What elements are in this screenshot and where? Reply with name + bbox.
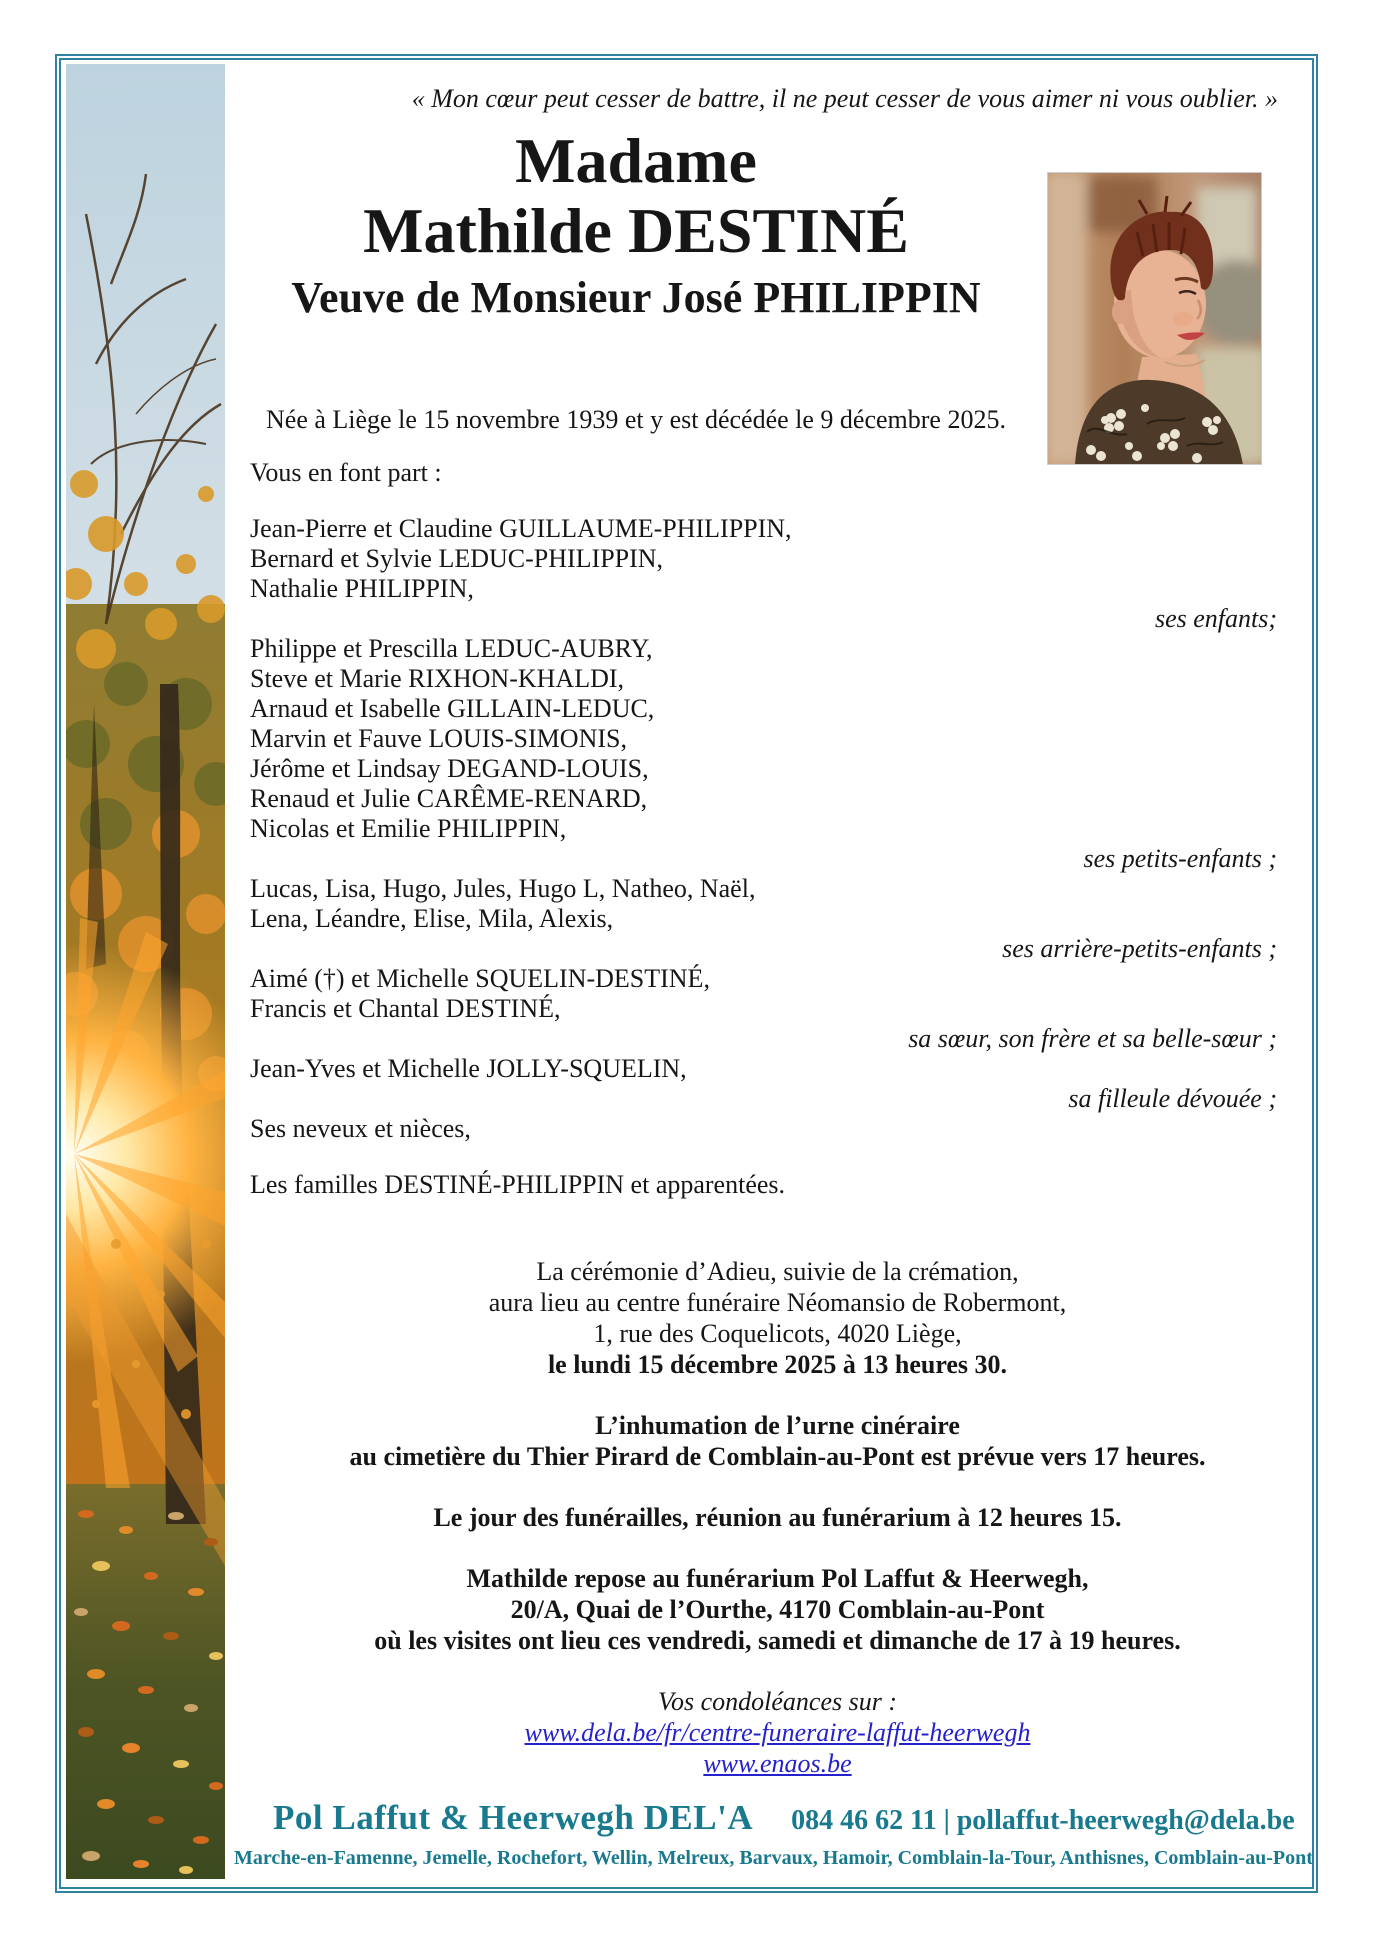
inhumation-line: L’inhumation de l’urne cinéraire [595,1411,960,1440]
ceremony-line: aura lieu au centre funéraire Néomansio de Robermont, [488,1288,1067,1317]
ceremony-line: 1, rue des Coquelicots, 4020 Liège, [593,1319,962,1348]
announcement-section [250,458,1277,1200]
condolences-link-dela[interactable]: www.dela.be/fr/centre-funeraire-laffut-heerwegh [524,1718,1031,1747]
condolences-intro: Vos condoléances sur : [657,1687,897,1716]
condolences-paragraph [250,1686,1305,1779]
family-member-line: Lucas, Lisa, Hugo, Jules, Hugo L, Natheo, Naël, [250,874,756,903]
birth-death-line: Née à Liège le 15 novembre 1939 et y est décédée le 9 décembre 2025. [266,405,1006,434]
relation-label: sa sœur, son frère et sa belle-sœur ; [908,1024,1277,1053]
family-member-line: Nicolas et Emilie PHILIPPIN, [250,814,567,843]
family-member-line: Francis et Chantal DESTINÉ, [250,994,561,1023]
inhumation-paragraph [250,1410,1305,1472]
family-member-line: Ses neveux et nièces, [250,1114,471,1143]
family-member-line: Bernard et Sylvie LEDUC-PHILIPPIN, [250,544,664,573]
title-block [226,126,1046,326]
ceremony-line: La cérémonie d’Adieu, suivie de la crémation, [536,1257,1019,1286]
family-member-line: Marvin et Fauve LOUIS-SIMONIS, [250,724,627,753]
portrait-photo [1047,172,1262,465]
families-line: Les familles DESTINÉ-PHILIPPIN et apparentées. [250,1170,786,1199]
intro-line: Vous en font part : [250,458,442,487]
ceremony-date-line: le lundi 15 décembre 2025 à 13 heures 30. [547,1350,1008,1379]
deceased-name: Mathilde DESTINÉ [363,195,909,266]
condolences-link-enaos[interactable]: www.enaos.be [703,1749,852,1778]
relation-label: ses arrière-petits-enfants ; [1002,934,1277,963]
relation-label: ses petits-enfants ; [1083,844,1277,873]
family-member-line: Renaud et Julie CARÊME-RENARD, [250,784,648,813]
family-member-line: Philippe et Prescilla LEDUC-AUBRY, [250,634,653,663]
relation-label: sa filleule dévouée ; [1068,1084,1277,1113]
reunion-line: Le jour des funérailles, réunion au funérarium à 12 heures 15. [433,1503,1122,1532]
family-member-line: Nathalie PHILIPPIN, [250,574,474,603]
autumn-strip-photo [66,64,225,1879]
footer-phone-email: 084 46 62 11 | pollaffut-heerwegh@dela.be [791,1805,1295,1836]
family-member-line: Jean-Pierre et Claudine GUILLAUME-PHILIPPIN, [250,514,792,543]
footer-locations: Marche-en-Famenne, Jemelle, Rochefort, Wellin, Melreux, Barvaux, Hamoir, Comblain-la-Tour, Anthisnes, Comblain-au-Pont [234,1847,1313,1869]
family-member-line: Steve et Marie RIXHON-KHALDI, [250,664,625,693]
title-prefix: Madame [515,125,757,196]
funeral-home-footer [234,1798,1313,1870]
repose-line: 20/A, Quai de l’Ourthe, 4170 Comblain-au-Pont [510,1595,1045,1624]
repose-paragraph [250,1563,1305,1656]
family-member-line: Arnaud et Isabelle GILLAIN-LEDUC, [250,694,655,723]
memorial-quote: « Mon cœur peut cesser de battre, il ne peut cesser de vous aimer ni vous oublier. » [411,84,1278,113]
ceremony-section [250,1256,1305,1809]
widow-line: Veuve de Monsieur José PHILIPPIN [291,273,981,322]
family-member-line: Jean-Yves et Michelle JOLLY-SQUELIN, [250,1054,687,1083]
ceremony-paragraph [250,1256,1305,1380]
repose-line: où les visites ont lieu ces vendredi, samedi et dimanche de 17 à 19 heures. [374,1626,1181,1655]
relation-label: ses enfants; [1154,604,1277,633]
family-list [250,514,1277,1144]
family-member-line: Jérôme et Lindsay DEGAND-LOUIS, [250,754,649,783]
funeral-home-brand-logo: Pol Laffut & Heerwegh DEL'A [273,1798,754,1837]
family-member-line: Lena, Léandre, Elise, Mila, Alexis, [250,904,614,933]
family-member-line: Aimé (†) et Michelle SQUELIN-DESTINÉ, [250,964,710,993]
repose-line: Mathilde repose au funérarium Pol Laffut & Heerwegh, [466,1564,1089,1593]
inhumation-line: au cimetière du Thier Pirard de Comblain-au-Pont est prévue vers 17 heures. [349,1442,1206,1471]
